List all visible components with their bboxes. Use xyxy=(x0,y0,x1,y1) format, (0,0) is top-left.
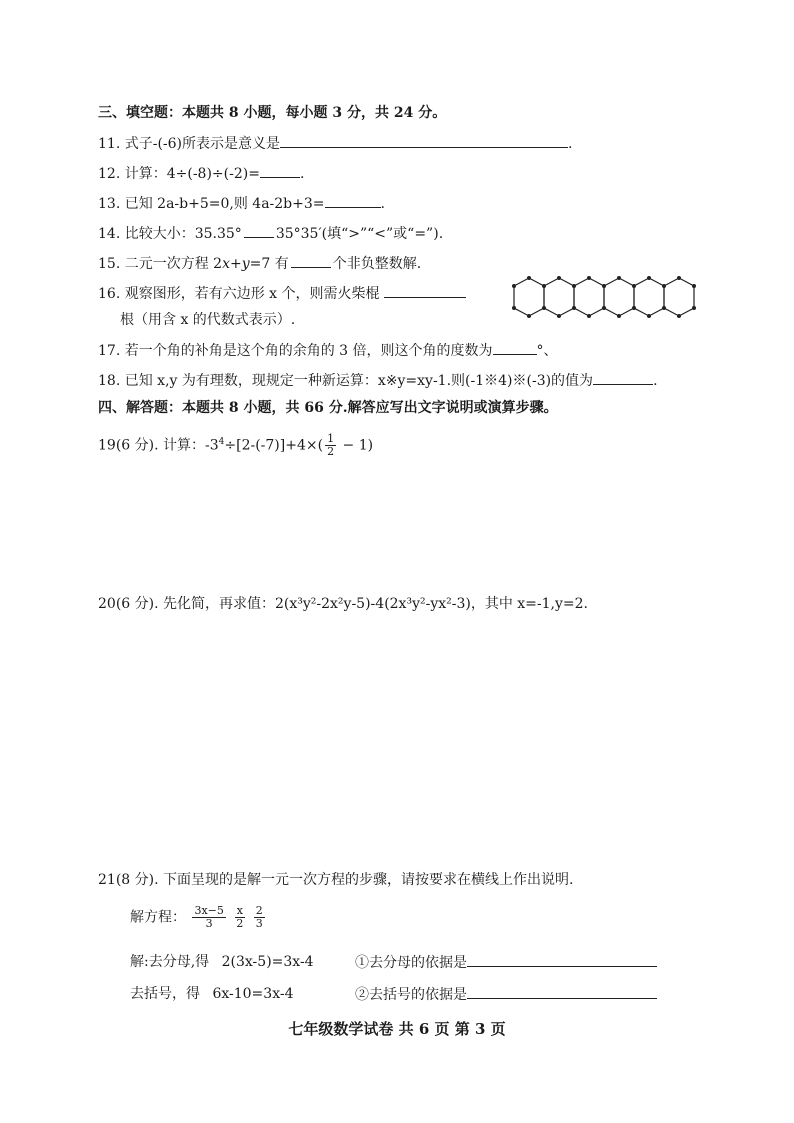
q21-note1-blank[interactable] xyxy=(467,952,657,967)
q21-note2-blank[interactable] xyxy=(467,984,657,999)
q21-fraction-3 xyxy=(254,905,265,930)
q18-number: 18. xyxy=(98,373,121,389)
q21-step1-equation: 2(3x-5)=3x-4 xyxy=(221,954,314,970)
q15-number: 15. xyxy=(98,256,121,272)
page-footer: 七年级数学试卷 共 6 页 第 3 页 xyxy=(288,1020,506,1038)
q21-fraction-2 xyxy=(234,905,245,930)
q19-exponent: 4 xyxy=(218,437,225,447)
q15-text-a: 二元一次方程 2 xyxy=(124,256,223,272)
q12-end: . xyxy=(299,166,305,182)
q21-fraction-2-denominator: 2 xyxy=(236,917,244,930)
section3-heading: 三、填空题：本题共 8 小题，每小题 3 分，共 24 分。 xyxy=(98,105,447,121)
q21-note1-text: ①去分母的依据是 xyxy=(355,955,467,971)
hexagon-2 xyxy=(544,278,574,316)
hexagon-5 xyxy=(634,278,664,316)
q15-var-y: y xyxy=(241,256,250,272)
question-15 xyxy=(98,253,421,274)
q13-text: 已知 2a-b+5=0,则 4a-2b+3= xyxy=(124,196,325,212)
q15-text-c: 个非负整数解. xyxy=(332,256,422,272)
q19-fraction-numerator: 1 xyxy=(327,432,335,446)
q21-step2-label: 去括号，得 xyxy=(130,986,200,1002)
q13-end: . xyxy=(380,196,385,212)
q21-step2-equation: 6x-10=3x-4 xyxy=(212,986,294,1002)
question-17 xyxy=(98,340,558,361)
q21-fraction-1 xyxy=(192,905,225,930)
q19-label: 19(6 分). 计算：-3 xyxy=(98,437,219,454)
q17-answer-blank[interactable] xyxy=(493,340,537,355)
question-19 xyxy=(98,432,373,458)
hexagon-matchstick-figure xyxy=(510,272,700,322)
q19-expression: ÷[2-(-7)]+4×( xyxy=(224,437,324,454)
q18-end: . xyxy=(653,373,658,389)
q21-note-1 xyxy=(355,952,657,973)
q21-fraction-3-numerator: 2 xyxy=(255,904,263,917)
q20-label: 20(6 分). 先化简，再求值：2(x xyxy=(98,596,298,612)
hexagon-chain xyxy=(514,278,694,316)
question-13 xyxy=(98,193,385,214)
question-16 xyxy=(98,283,466,304)
question-21: 21(8 分). 下面呈现的是解一元一次方程的步骤，请按要求在横线上作出说明. xyxy=(98,872,574,888)
hexagon-3 xyxy=(574,278,604,316)
q21-fraction-1-denominator: 3 xyxy=(205,917,213,930)
q13-answer-blank[interactable] xyxy=(325,193,381,208)
q21-fraction-3-denominator: 3 xyxy=(255,917,263,930)
q14-number: 14. xyxy=(98,226,121,242)
q15-text-b: =7 有 xyxy=(249,256,289,272)
q11-text: 式子-(-6)所表示是意义是 xyxy=(124,136,281,152)
q21-fraction-2-numerator: x xyxy=(236,904,243,917)
q19-tail: − 1) xyxy=(338,437,374,454)
question-12 xyxy=(98,163,304,184)
hexagon-6 xyxy=(664,278,694,316)
section4-heading: 四、解答题：本题共 8 小题，共 66 分.解答应写出文字说明或演算步骤。 xyxy=(98,400,558,416)
q13-number: 13. xyxy=(98,196,121,212)
q11-answer-blank[interactable] xyxy=(280,133,568,148)
question-16-line2: 根（用含 x 的代数式表示）. xyxy=(120,312,296,328)
question-14 xyxy=(98,223,443,244)
q18-answer-blank[interactable] xyxy=(593,370,653,385)
q11-end: . xyxy=(568,136,573,152)
q14-end: . xyxy=(438,226,444,242)
hexagon-4 xyxy=(604,278,634,316)
q19-fraction-denominator: 2 xyxy=(327,445,335,459)
question-18 xyxy=(98,370,658,391)
q21-fraction-1-numerator: 3x−5 xyxy=(194,904,224,917)
q20-expression: ³y²-2x²y-5)-4(2x³y²-yx²-3)，其中 x=-1,y=2. xyxy=(297,596,588,612)
q21-solve-label: 解方程： xyxy=(130,909,186,926)
q12-answer-blank[interactable] xyxy=(260,163,300,178)
q16-answer-blank[interactable] xyxy=(384,283,466,298)
q17-end: °、 xyxy=(536,343,558,359)
q16-number: 16. xyxy=(98,286,121,302)
hexagon-1 xyxy=(514,278,544,316)
q15-var-x: x xyxy=(222,256,230,272)
q21-equation xyxy=(130,905,267,930)
q14-answer-blank[interactable] xyxy=(244,223,274,238)
q15-answer-blank[interactable] xyxy=(291,253,331,268)
q21-step-1 xyxy=(130,952,314,972)
q15-plus: + xyxy=(229,256,242,272)
question-20 xyxy=(98,594,588,614)
q19-fraction xyxy=(325,433,336,458)
q21-step-2 xyxy=(130,984,293,1004)
q11-number: 11. xyxy=(98,136,121,152)
q14-text-b: 35°35′(填“>”“<”或“=”) xyxy=(275,226,439,242)
q14-text-a: 比较大小：35.35° xyxy=(124,226,242,242)
q21-note2-text: ②去括号的依据是 xyxy=(355,987,467,1003)
q17-number: 17. xyxy=(98,343,121,359)
q12-number: 12. xyxy=(98,166,121,182)
q21-note-2 xyxy=(355,984,657,1005)
q18-text: 已知 x,y 为有理数，现规定一种新运算：x※y=xy-1.则(-1※4)※(-3)的值为 xyxy=(124,373,594,389)
q21-step1-label: 解:去分母,得 xyxy=(130,954,210,970)
q16-text: 观察图形，若有六边形 x 个，则需火柴棍 xyxy=(124,286,380,302)
q17-text: 若一个角的补角是这个角的余角的 3 倍，则这个角的度数为 xyxy=(124,343,493,359)
q12-text: 计算：4÷(-8)÷(-2)= xyxy=(124,166,260,182)
question-11 xyxy=(98,133,572,154)
